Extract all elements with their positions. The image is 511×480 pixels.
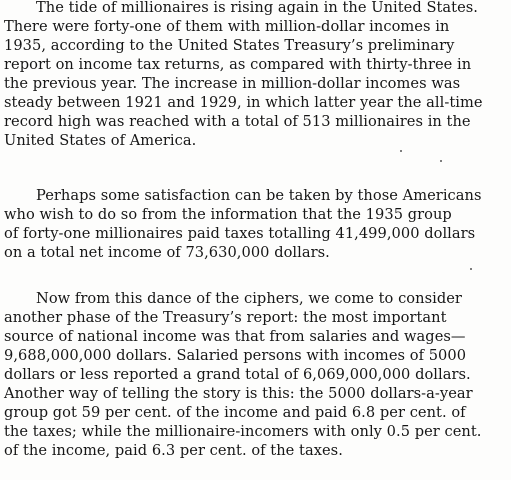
text-line: United States of America. [4,132,197,149]
text-line: Another way of telling the story is this: the 5000 dollars-a-year [4,385,473,402]
text-line: There were forty-one of them with million-dollar incomes in [4,18,450,35]
text-line: 9,688,000,000 dollars. Salaried persons with incomes of 5000 [4,347,467,364]
text-line: Perhaps some satisfaction can be taken by those Americans [36,187,482,204]
text-line: the taxes; while the millionaire-incomers with only 0.5 per cent. [4,423,482,440]
text-line: group got 59 per cent. of the income and paid 6.8 per cent. of [4,404,466,421]
scan-speck [440,160,442,162]
text-line: source of national income was that from salaries and wages— [4,328,466,345]
text-line: report on income tax returns, as compared with thirty-three in [4,56,472,73]
text-line: Now from this dance of the ciphers, we come to consider [36,290,462,307]
text-line: The tide of millionaires is rising again in the United States. [36,0,478,16]
scan-speck [400,150,402,152]
text-line: 1935, according to the United States Treasury’s preliminary [4,37,455,54]
text-line: of the income, paid 6.3 per cent. of the taxes. [4,442,343,459]
text-line: record high was reached with a total of 513 millionaires in the [4,113,471,130]
text-line: the previous year. The increase in million-dollar incomes was [4,75,461,92]
text-line: dollars or less reported a grand total of 6,069,000,000 dollars. [4,366,471,383]
text-line: of forty-one millionaires paid taxes totalling 41,499,000 dollars [4,225,476,242]
text-line: who wish to do so from the information that the 1935 group [4,206,452,223]
text-line: on a total net income of 73,630,000 dollars. [4,244,330,261]
text-line: another phase of the Treasury’s report: the most important [4,309,447,326]
text-line: steady between 1921 and 1929, in which latter year the all-time [4,94,483,111]
scan-speck [470,268,472,270]
